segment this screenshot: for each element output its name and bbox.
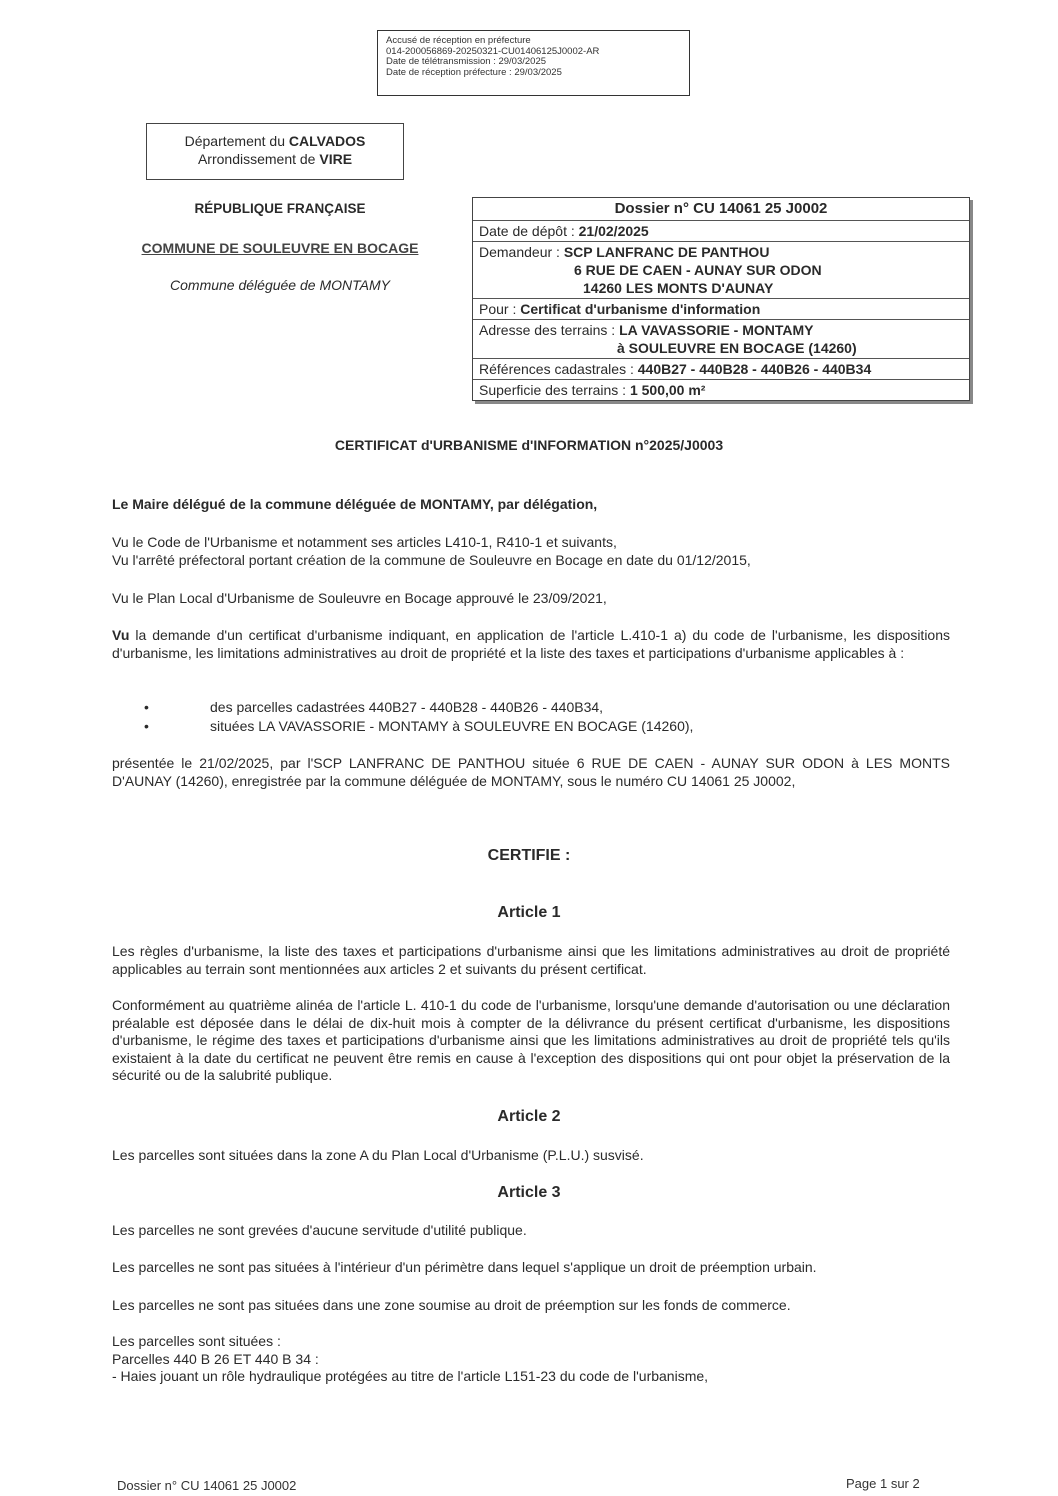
vu-line: Vu le Plan Local d'Urbanisme de Souleuvre en Bocage approuvé le 23/09/2021, [112, 590, 607, 606]
article-1-paragraph: Conformément au quatrième alinéa de l'article L. 410-1 du code de l'urbanisme, lorsqu'une demande d'autorisation ou une déclaration préalable est déposée dans le délai de dix-huit mois à compter de la délivrance du présent certificat d'urbanisme, les dispositions d'urbanisme, le régime des taxes et participations d'urbanisme ainsi que les limitations administratives au droit de propriété tels qu'ils existaient à la date du certificat ne peuvent être remis en cause à l'exception des dispositions qui ont pour objet la préservation de la sécurité ou de la salubrité publique. [112, 997, 950, 1083]
footer-dossier: Dossier n° CU 14061 25 J0002 [117, 1478, 297, 1493]
dossier-superficie [473, 380, 969, 400]
demandeur-line: 14260 LES MONTS D'AUNAY [583, 280, 774, 296]
republique-heading: RÉPUBLIQUE FRANÇAISE [194, 201, 366, 216]
commune-deleguee [110, 277, 450, 293]
vu-demande [112, 627, 950, 662]
stamp-line: Date de réception préfecture : 29/03/2025 [386, 66, 562, 78]
maire-line: Le Maire délégué de la commune déléguée de MONTAMY, par délégation, [112, 496, 598, 512]
commune-heading: COMMUNE DE SOULEUVRE EN BOCAGE [141, 240, 419, 256]
demandeur-label: Demandeur : [479, 244, 564, 260]
article-2-heading: Article 2 [497, 1108, 561, 1125]
article-2-paragraph: Les parcelles sont situées dans la zone A du Plan Local d'Urbanisme (P.L.U.) susvisé. [112, 1147, 644, 1163]
list-item: situées LA VAVASSORIE - MONTAMY à SOULEUVRE EN BOCAGE (14260), [210, 718, 694, 734]
depot-value: 21/02/2025 [578, 223, 649, 239]
demandeur-line: SCP LANFRANC DE PANTHOU [563, 244, 770, 260]
list-item: des parcelles cadastrées 440B27 - 440B28 - 440B26 - 440B34, [210, 699, 604, 715]
dossier-refs [473, 359, 969, 380]
stamp-line: Date de télétransmission : 29/03/2025 [386, 56, 547, 67]
vu-demande-text: la demande d'un certificat d'urbanisme indiquant, en application de l'article L.410-1 a) du code de l'urbanisme, les dispositions d'urbanisme, les limitations administratives au droit de propriété et la liste des taxes et participations d'urbanisme applicables à : [112, 627, 950, 661]
certificate-title: CERTIFICAT d'URBANISME d'INFORMATION n°2025/J0003 [334, 437, 724, 453]
article-3-heading: Article 3 [497, 1184, 561, 1201]
deleguee-name: MONTAMY [319, 277, 390, 293]
deleguee-prefix: Commune déléguée de [170, 277, 320, 293]
depot-label: Date de dépôt : [479, 223, 579, 239]
dossier-demandeur [473, 242, 969, 299]
article-3-line: Parcelles 440 B 26 ET 440 B 34 : [112, 1351, 319, 1367]
article-1-heading: Article 1 [497, 904, 561, 921]
dossier-adresse [473, 320, 969, 359]
superficie-label: Superficie des terrains : [479, 382, 630, 398]
department-box [146, 123, 404, 180]
adresse-line: LA VAVASSORIE - MONTAMY [619, 322, 814, 338]
article-3-paragraph: Les parcelles ne sont grevées d'aucune servitude d'utilité publique. [112, 1222, 527, 1238]
dossier-box [472, 197, 970, 401]
article-3-paragraph: Les parcelles ne sont pas situées dans une zone soumise au droit de préemption sur les fonds de commerce. [112, 1297, 791, 1313]
refs-value: 440B27 - 440B28 - 440B26 - 440B34 [637, 361, 872, 377]
article-3-paragraph: Les parcelles ne sont pas situées à l'intérieur d'un périmètre dans lequel s'applique un droit de préemption urbain. [112, 1259, 817, 1275]
superficie-value: 1 500,00 m² [629, 382, 706, 398]
refs-label: Références cadastrales : [479, 361, 638, 377]
stamp-line: Accusé de réception en préfecture [386, 35, 531, 46]
vu-line: Vu l'arrêté préfectoral portant création de la commune de Souleuvre en Bocage en date du 01/12/2015, [112, 552, 751, 568]
dossier-depot [473, 221, 969, 242]
article-3-line: Les parcelles sont situées : [112, 1333, 281, 1349]
bullet-icon: • [144, 699, 149, 715]
arr-prefix: Arrondissement de [197, 151, 320, 167]
article-1-paragraph: Les règles d'urbanisme, la liste des taxes et participations d'urbanisme ainsi que les limitations administratives au droit de propriété applicables au terrain sont mentionnées aux articles 2 et suivants du présent certificat. [112, 943, 950, 977]
pour-value: Certificat d'urbanisme d'information [520, 301, 761, 317]
pour-label: Pour : [479, 301, 521, 317]
presentee-paragraph: présentée le 21/02/2025, par l'SCP LANFRANC DE PANTHOU située 6 RUE DE CAEN - AUNAY SUR ODON à LES MONTS D'AUNAY (14260), enregistrée par la commune déléguée de MONTAMY, sous le numéro CU 14061 25 J0002, [112, 755, 950, 789]
adresse-label: Adresse des terrains : [479, 322, 620, 338]
dossier-title: Dossier n° CU 14061 25 J0002 [473, 198, 969, 221]
demandeur-line: 6 RUE DE CAEN - AUNAY SUR ODON [574, 262, 822, 278]
dept-prefix: Département du [184, 133, 289, 149]
adresse-line: à SOULEUVRE EN BOCAGE (14260) [617, 340, 857, 356]
reception-stamp [377, 30, 690, 96]
stamp-line: 014-200056869-20250321-CU01406125J0002-AR [386, 45, 600, 57]
article-3-line: - Haies jouant un rôle hydraulique protégées au titre de l'article L151-23 du code de l'urbanisme, [112, 1368, 709, 1384]
footer-page: Page 1 sur 2 [846, 1476, 920, 1491]
vu-bold: Vu [112, 627, 130, 643]
certifie-heading: CERTIFIE : [487, 847, 571, 864]
arr-name: VIRE [319, 151, 353, 167]
bullet-icon: • [144, 718, 149, 734]
vu-line: Vu le Code de l'Urbanisme et notamment ses articles L410-1, R410-1 et suivants, [112, 534, 617, 550]
dept-name: CALVADOS [288, 133, 366, 149]
dossier-pour [473, 299, 969, 320]
